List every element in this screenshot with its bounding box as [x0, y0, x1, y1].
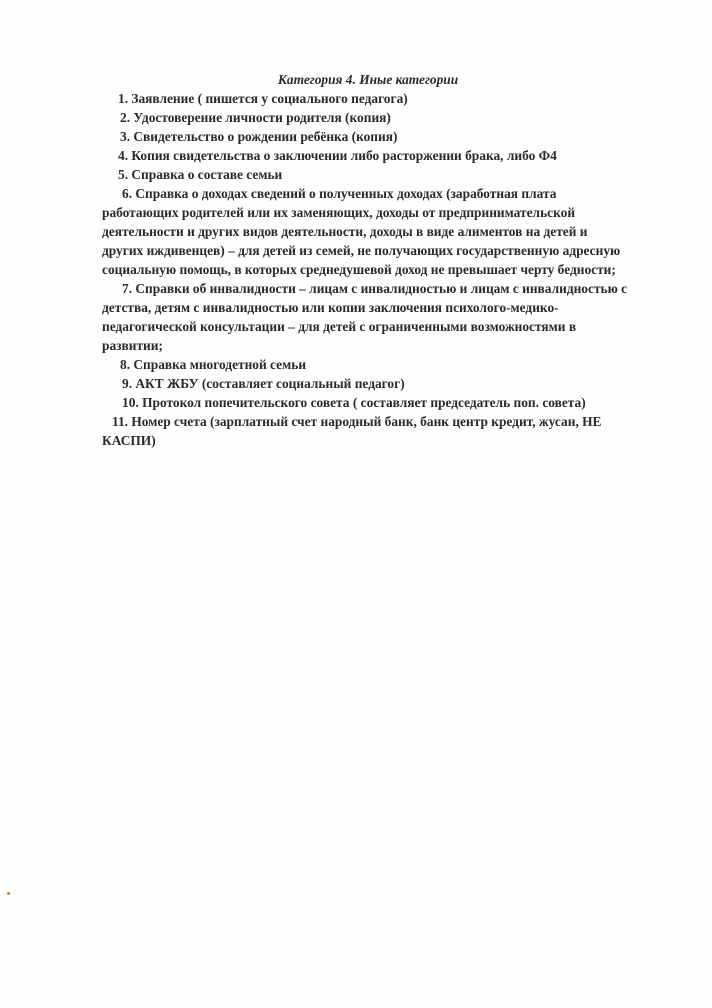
list-item-7-line: педагогической консультации – для детей с ограниченными возможностями в: [102, 319, 577, 334]
list-item-7-line: 7. Справки об инвалидности – лицам с инвалидностью и лицам с инвалидностью с: [122, 281, 628, 296]
list-item-3: 3. Свидетельство о рождении ребёнка (копия): [120, 129, 398, 144]
list-item-4: 4. Копия свидетельства о заключении либо расторжении брака, либо Ф4: [118, 148, 557, 163]
list-item-11: [102, 412, 622, 450]
list-item-7: [102, 279, 628, 355]
list-item-6-line: работающих родителей или их заменяющих, доходы от предпринимательской: [102, 205, 576, 220]
list-item-8: 8. Справка многодетной семьи: [120, 357, 307, 372]
list-item-6-line: 6. Справка о доходах сведений о полученных доходах (заработная плата: [122, 186, 557, 201]
list-item-1: 1. Заявление ( пишется у социального педагога): [118, 91, 408, 106]
list-item-11-line: 11. Номер счета (зарплатный счет народный банк, банк центр кредит, жусан, НЕ: [112, 414, 602, 429]
list-item-11-line: КАСПИ): [102, 433, 156, 448]
scan-speck: [7, 892, 10, 895]
list-item-6-line: других иждивенцев) – для детей из семей, не получающих государственную адресную: [102, 243, 621, 258]
list-item-7-line: развитии;: [102, 338, 163, 353]
document-body: [102, 70, 628, 450]
list-item-10: 10. Протокол попечительского совета ( составляет председатель поп. совета): [122, 395, 586, 410]
list-item-6-line: социальную помощь, в которых среднедушевой доход не превышает черту бедности;: [102, 262, 616, 277]
list-item-6: [102, 184, 622, 279]
document-title: Категория 4. Иные категории: [277, 72, 459, 87]
list-item-9: 9. АКТ ЖБУ (составляет социальный педагог): [122, 376, 405, 391]
list-item-2: 2. Удостоверение личности родителя (копия): [120, 110, 391, 125]
list-item-7-line: детства, детям с инвалидностью или копии заключения психолого-медико-: [102, 300, 559, 315]
list-item-6-line: деятельности и других видов деятельности, доходы в виде алиментов на детей и: [102, 224, 588, 239]
list-item-5: 5. Справка о составе семьи: [118, 167, 283, 182]
